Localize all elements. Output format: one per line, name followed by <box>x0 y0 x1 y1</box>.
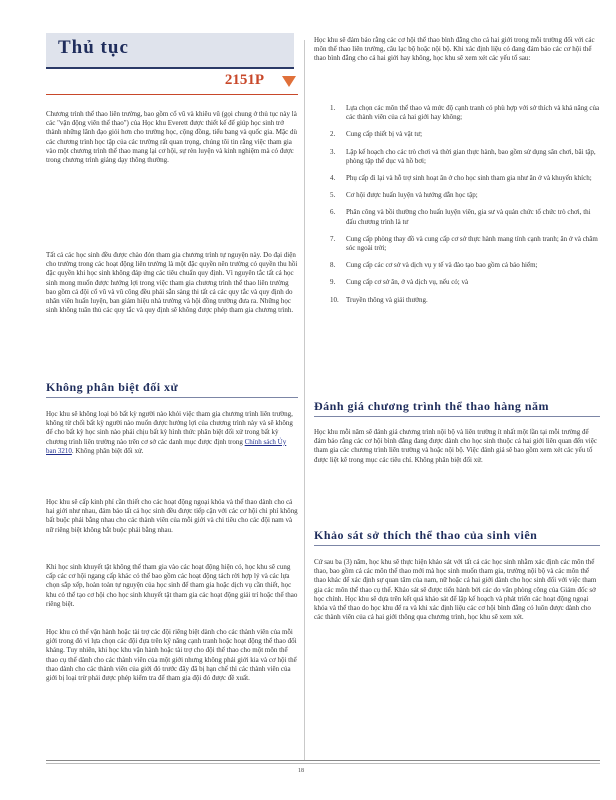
list-item-text: Truyền thông và giải thưởng. <box>346 295 428 304</box>
factors-list <box>330 104 600 313</box>
intro-block <box>46 110 298 165</box>
section-rule <box>314 416 600 417</box>
list-item-text: Cung cấp thiết bị và vật tư; <box>346 130 423 139</box>
list-item-text: Cơ hội được huấn luyện và hướng dẫn học tập; <box>346 191 478 200</box>
list-item-number: 6. <box>330 208 336 217</box>
list-item-number: 8. <box>330 261 336 270</box>
list-item-number: 10. <box>330 295 339 304</box>
intro-paragraph-2: Tất cả các học sinh đều được chào đón tham gia chương trình tự nguyện này. Do đại diện cho trường trong các hoạt động liên trường là một đặc quyền nên trường có quyền thu hồi đặc quyền khi học sinh không đáp ứng các tiêu chuẩn quy định. Vì nguyên tắc tất cả học sinh mong muốn được hướng lợi trong việc tham gia chương trình thể thao liên trường bao gồm cả đội cổ vũ và vũ công đều phải sẵn sàng thi tất cả các quy tắc và quy định do nhân viên huấn luyện, ban giám hiệu nhà trường và hội đồng trường đưa ra. Những học sinh không tuân thủ các quy tắc và quy định sẽ không được phép tham gia chương trình. <box>46 251 298 315</box>
list-item <box>330 148 600 166</box>
section-heading-annual-review: Đánh giá chương trình thể thao hàng năm <box>314 399 550 413</box>
nondiscrimination-p1-block <box>46 410 298 456</box>
list-item-number: 5. <box>330 191 336 200</box>
nondiscrimination-paragraph-3: Khi học sinh khuyết tật không thể tham gia vào các hoạt động hiện có, học khu sẽ cung cấp các cơ hội ngang cấp khác có thể bao gồm các hoạt động tách rời hợp lý và các lựa chọn sắp xếp, hoàn toàn tự nguyện của học sinh để tham gia hoặc dịch vụ cần thiết, học khu có thể tạo cơ hội cho học sinh khuyết tật tham gia các hoạt động giải trí hoặc thể thao riêng biệt. <box>46 563 298 608</box>
nondiscrimination-paragraph-2: Học khu sẽ cấp kinh phí cần thiết cho các hoạt động ngoại khóa và thể thao dành cho cả hai giới như nhau, đảm bảo tất cả học sinh đều được tiếp cận với các cơ hội chi phí không bất buộc phải bằng nhau cho các thành viên của mỗi giới và chi tiêu cho các đội nam và nữ riêng biệt không bắt buộc phải bằng nhau. <box>46 498 298 534</box>
list-item-number: 1. <box>330 104 336 112</box>
section-rule <box>46 397 298 398</box>
nondiscrimination-text: Học khu sẽ không loại bỏ bất kỳ người nào khỏi việc tham gia chương trình liên trường, không từ chối bất kỳ người nào muốn được hưởng lợi của chương trình này và sẽ không để cho bất kỳ học sinh nào phải chịu bất kỳ hình thức phân biệt đối xử trong bất kỳ chương trình liên trường nào trên cơ sở các danh mục được định trong <box>46 410 293 446</box>
intro-block-2 <box>46 251 298 315</box>
page-title: Thủ tục <box>58 37 129 58</box>
list-item-number: 3. <box>330 147 336 156</box>
footer-rule <box>46 760 600 761</box>
annual-review-paragraph: Học khu mỗi năm sẽ đánh giá chương trình nội bộ và liên trường ít nhất một lần tại mỗi trường để đảm bảo rằng các cơ hội bình đẳng đang được dành cho học sinh thuộc cả hai giới liên quan đến việc tham gia các chương trình liên trường và hoặc nội bộ. Việc đánh giá sẽ bao gồm xem xét các yếu tố được liệt kê trong mục các tiêu chí. Không phân biệt đối xử. <box>314 428 597 464</box>
list-item-text: Phụ cấp đi lại và hỗ trợ sinh hoạt ăn ở cho học sinh tham gia như ăn ở và khuyến khích; <box>346 174 592 183</box>
list-item-text: Cung cấp cơ sở ăn, ở và dịch vụ, nếu có; và <box>346 278 469 287</box>
list-item-number: 7. <box>330 234 336 243</box>
section-heading-nondiscrimination: Không phân biệt đối xử <box>46 380 179 394</box>
list-item <box>330 296 600 305</box>
page-number: 18 <box>298 768 304 774</box>
policy-code: 2151P <box>224 72 264 88</box>
list-item <box>330 174 600 183</box>
nondiscrimination-paragraph-4: Học khu có thể vận hành hoặc tài trợ các đội riêng biệt dành cho các thành viên của mỗi giới trong đó vì lựa chọn các đội đựa trên kỹ năng cạnh tranh hoặc hoạt động thể thao đối kháng. Tuy nhiên, khi học khu vận hành hoặc tài trợ cho đội thể thao cho một môn thể thao cụ thể dành cho các thành viên của một giới nhưng không phải giới kia và cơ hội thể thao dành cho các thành viên của giới đó trước đây đã bị hạn chế thì các thành viên của giới bị loại trừ phải được phép kiểm tra để tham gia đội đó được đề xuất. <box>46 628 297 683</box>
policy-3210-link[interactable]: Chính sách Ủy ban 3210 <box>46 437 287 455</box>
annual-review-block <box>314 428 600 465</box>
list-item-number: 9. <box>330 278 336 287</box>
list-item-text: Lập kế hoạch cho các trò chơi và thời gian thực hành, bao gồm sử dụng sân chơi, bãi tập, phòng tập thể dục và hồ bơi; <box>346 147 596 165</box>
list-item-text: Cung cấp phòng thay đồ và cung cấp cơ sở thực hành mang tính cạnh tranh; ăn ở và chăm sóc ngoài trời; <box>346 234 598 253</box>
list-item <box>330 191 600 200</box>
list-item <box>330 130 600 139</box>
section-rule <box>314 545 600 546</box>
title-bar <box>46 33 294 69</box>
list-item <box>330 208 600 226</box>
interest-survey-paragraph: Cứ sau ba (3) năm, học khu sẽ thực hiện khảo sát với tất cả các học sinh nhằm xác định các môn thể thao, bao gồm cả các môn thể thao mới mà học sinh muốn tham gia, trường nội bộ và các môn thể thao khác để xác định sự quan tâm của nam, nữ hoặc cả hai giới dành cho học sinh đối với việc tham gia các môn thể thao cụ thể. Khảo sát sẽ được tiến hành bởi các do văn phòng công của Giám đốc sở học chính. Học khu sẽ dựa trên kết quả khảo sát để lập kế hoạch và phát triển các hoạt động ngoại khóa và thể thao do học khu để ra và khi xác định liệu các cơ hội bình đẳng có luôn được dành cho các thành viên của cả hai giới thông qua chương trình, học khu sẽ xem xét. <box>314 558 597 622</box>
list-item <box>330 261 600 270</box>
list-item-number: 4. <box>330 174 336 183</box>
list-item-text: Phân công và bồi thường cho huấn luyện viên, gia sư và quản chức tổ chức trò chơi, thi đấu chương trình là tư <box>346 208 591 226</box>
nondiscrimination-paragraph-1 <box>46 410 298 456</box>
list-item <box>330 235 600 253</box>
list-item <box>330 104 600 122</box>
nondiscrimination-text-end: . Không phân biệt đối xử. <box>71 446 144 455</box>
nondiscrimination-p3-block <box>46 563 298 609</box>
equal-opportunity-block <box>314 36 600 64</box>
column-divider <box>304 40 305 760</box>
section-heading-interest-survey: Khảo sát sở thích thể thao của sinh viên <box>314 528 538 542</box>
footer-rule-secondary <box>46 763 600 764</box>
code-underline <box>46 94 298 95</box>
policy-code-row <box>46 72 298 92</box>
list-item-number: 2. <box>330 130 336 139</box>
list-item <box>330 278 600 287</box>
triangle-down-icon <box>282 76 296 87</box>
intro-paragraph-1: Chương trình thể thao liên trường, bao gồm cổ vũ và khiêu vũ (gọi chung ở thủ tục này là các "vận động viên thể thao") của Học khu Everett được thiết kế để giúp học sinh trở thành những lãnh đạo giỏi hơn cho trường học, cộng đồng, tiểu bang và quốc gia. Mặc dù các chương trình học tập của các trường rất quan trọng, chúng tôi tin rằng việc tham gia vào một chương trình thể thao mang lại cơ hội, sự rèn luyện và kinh nghiệm mà có được trong chương trình giảng dạy thông thường. <box>46 110 297 165</box>
nondiscrimination-p4-block <box>46 628 298 683</box>
equal-opportunity-paragraph: Học khu sẽ đảm bảo rằng các cơ hội thể thao bình đẳng cho cả hai giới trong mỗi trường đối với các môn thể thao liên trường, câu lạc bộ hoặc nội bộ. Khi xác định liệu có đang đảm bảo các cơ hội thể thao bình đẳng cho cả hai giới hay không, học khu sẽ xem xét các yếu tố sau: <box>314 36 595 63</box>
list-item-text: Cung cấp các cơ sở và dịch vụ y tế và đào tạo bao gồm cả bảo hiểm; <box>346 261 538 270</box>
interest-survey-block <box>314 558 600 622</box>
list-item-text: Lựa chọn các môn thể thao và mức độ cạnh tranh có phù hợp với sở thích và khả năng của các thành viên của cả hai giới hay không; <box>346 104 600 122</box>
nondiscrimination-p2-block <box>46 498 298 535</box>
